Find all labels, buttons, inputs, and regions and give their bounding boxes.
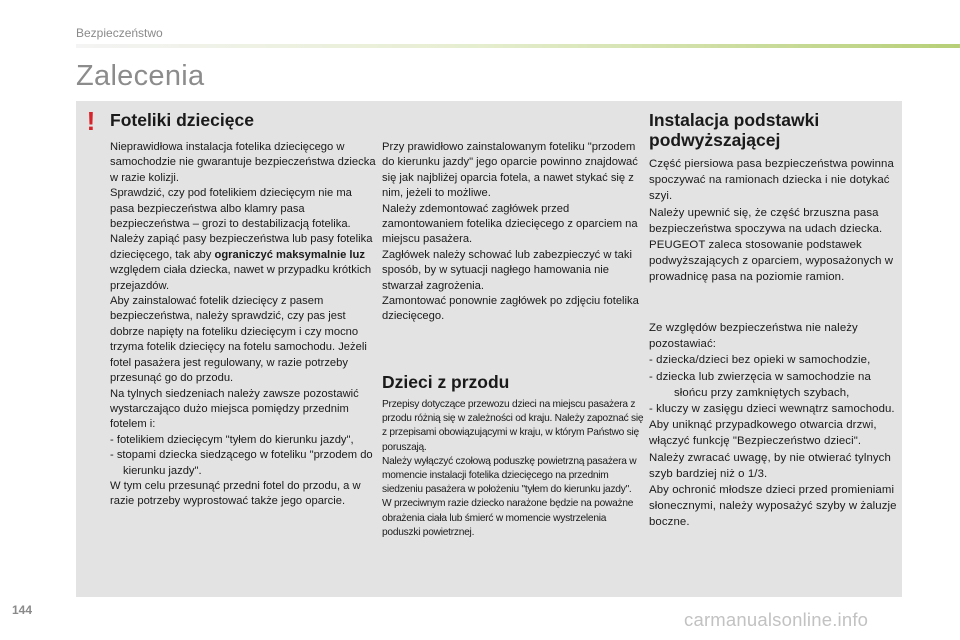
booster-title: Instalacja podstawki podwyższającej: [649, 110, 820, 150]
paragraph: Część piersiowa pasa bezpieczeństwa powinna spoczywać na ramionach dziecka i nie dotykać szyi.: [649, 158, 894, 203]
paragraph: Należy zwracać uwagę, by nie otwierać tylnych szyb bardziej niż o 1/3.: [649, 451, 891, 480]
front-children-text: [382, 398, 644, 540]
paragraph: Nieprawidłowa instalacja fotelika dziecięcego w samochodzie nie gwarantuje bezpieczeństwa dziecka w razie kolizji.: [110, 141, 376, 184]
header-divider: [76, 44, 960, 48]
paragraph: Ze względów bezpieczeństwa nie należy pozostawiać:: [649, 322, 858, 351]
bold-text: ograniczyć maksymalnie luz: [214, 248, 365, 261]
paragraph: Przepisy dotyczące przewozu dzieci na miejscu pasażera z przodu różnią się w zależności od kraju. Należy zapoznać się z przepisami obowiązującymi w kraju, w którym Państwo się poruszają.: [382, 399, 644, 453]
paragraph: W przeciwnym razie dziecko narażone będzie na poważne obrażenia ciała lub śmierć w momencie wystrzelenia poduszki powietrznej.: [382, 498, 634, 538]
paragraph: Sprawdzić, czy pod fotelikiem dziecięcym nie ma pasa bezpieczeństwa albo klamry pasa bezpieczeństwa – grozi to destabilizacją fotelika.: [110, 187, 352, 231]
paragraph: Zagłówek należy schować lub zabezpieczyć w taki sposób, by w sytuacji nagłego hamowania nie stwarzał zagrożenia.: [382, 248, 632, 292]
paragraph: Należy upewnić się, że część brzuszna pasa bezpieczeństwa spoczywa na udach dziecka.: [649, 206, 883, 235]
list-item: - stopami dziecka siedzącego w foteliku "przodem do kierunku jazdy".: [110, 449, 373, 477]
exclamation-warning-icon: !: [86, 106, 96, 136]
paragraph: [110, 232, 378, 294]
list-item: - kluczy w zasięgu dzieci wewnątrz samochodu.: [649, 403, 895, 416]
watermark: carmanualsonline.info: [684, 609, 869, 630]
paragraph: Należy zdemontować zagłówek przed zamontowaniem fotelika dziecięcego z oparciem na miejscu pasażera.: [382, 202, 638, 246]
list-item: - dziecka lub zwierzęcia w samochodzie na słońcu przy zamkniętych szybach,: [649, 370, 871, 399]
paragraph: Aby uniknąć przypadkowego otwarcia drzwi, włączyć funkcję "Bezpieczeństwo dzieci".: [649, 419, 877, 448]
front-children-title: Dzieci z przodu: [382, 372, 510, 392]
header-section-title: Bezpieczeństwo: [76, 26, 163, 40]
paragraph: Przy prawidłowo zainstalowanym foteliku "przodem do kierunku jazdy" jego oparcie powinno znajdować się jak najbliżej oparcia fotela, a nawet stykać się z nim, jeżeli to możliwe.: [382, 141, 638, 200]
paragraph: Należy wyłączyć czołową poduszkę powietrzną pasażera w momencie instalacji fotelika dziecięcego na przednim siedzeniu pasażera w położeniu "tyłem do kierunku jazdy".: [382, 455, 637, 496]
paragraph: Aby ochronić młodsze dzieci przed promieniami słonecznymi, należy wyposażyć szyby w żaluzje boczne.: [649, 484, 897, 529]
paragraph: Na tylnych siedzeniach należy zawsze pozostawić wystarczająco dużo miejsca pomiędzy przednim fotelem i:: [110, 387, 359, 431]
text: względem ciała dziecka, nawet w przypadku krótkich przejazdów.: [110, 264, 372, 292]
child-seats-title: Foteliki dziecięce: [110, 110, 254, 130]
paragraph: Zamontować ponownie zagłówek po zdjęciu fotelika dziecięcego.: [382, 295, 639, 323]
safety-text: [649, 320, 899, 531]
booster-text: [649, 156, 899, 286]
paragraph: Aby zainstalować fotelik dziecięcy z pasem bezpieczeństwa, należy sprawdzić, czy pas jest dobrze napięty na foteliku dziecięcym i czy mocno trzyma fotelik dziecięcy na fotelu samochodu. Jeżeli fotel pasażera jest regulowany, w razie potrzeby przesunąć go do przodu.: [110, 295, 367, 385]
child-seats-column-2: [382, 140, 644, 325]
paragraph: PEUGEOT zaleca stosowanie podstawek podwyższających z oparciem, wyposażonych w prowadnicę pasa na poziomie ramion.: [649, 239, 894, 284]
page-number: 144: [12, 603, 33, 617]
child-seats-column-1: [110, 140, 378, 510]
list-item: - dziecka/dzieci bez opieki w samochodzie,: [649, 354, 871, 367]
text: Należy zapiąć pasy bezpieczeństwa lub pasy fotelika dziecięcego, tak aby: [110, 233, 373, 261]
paragraph: W tym celu przesunąć przedni fotel do przodu, a w razie potrzeby wyprostować także jego oparcie.: [110, 479, 361, 508]
list-item: - fotelikiem dziecięcym "tyłem do kierunku jazdy",: [110, 433, 354, 446]
page-title: Zalecenia: [76, 60, 205, 92]
